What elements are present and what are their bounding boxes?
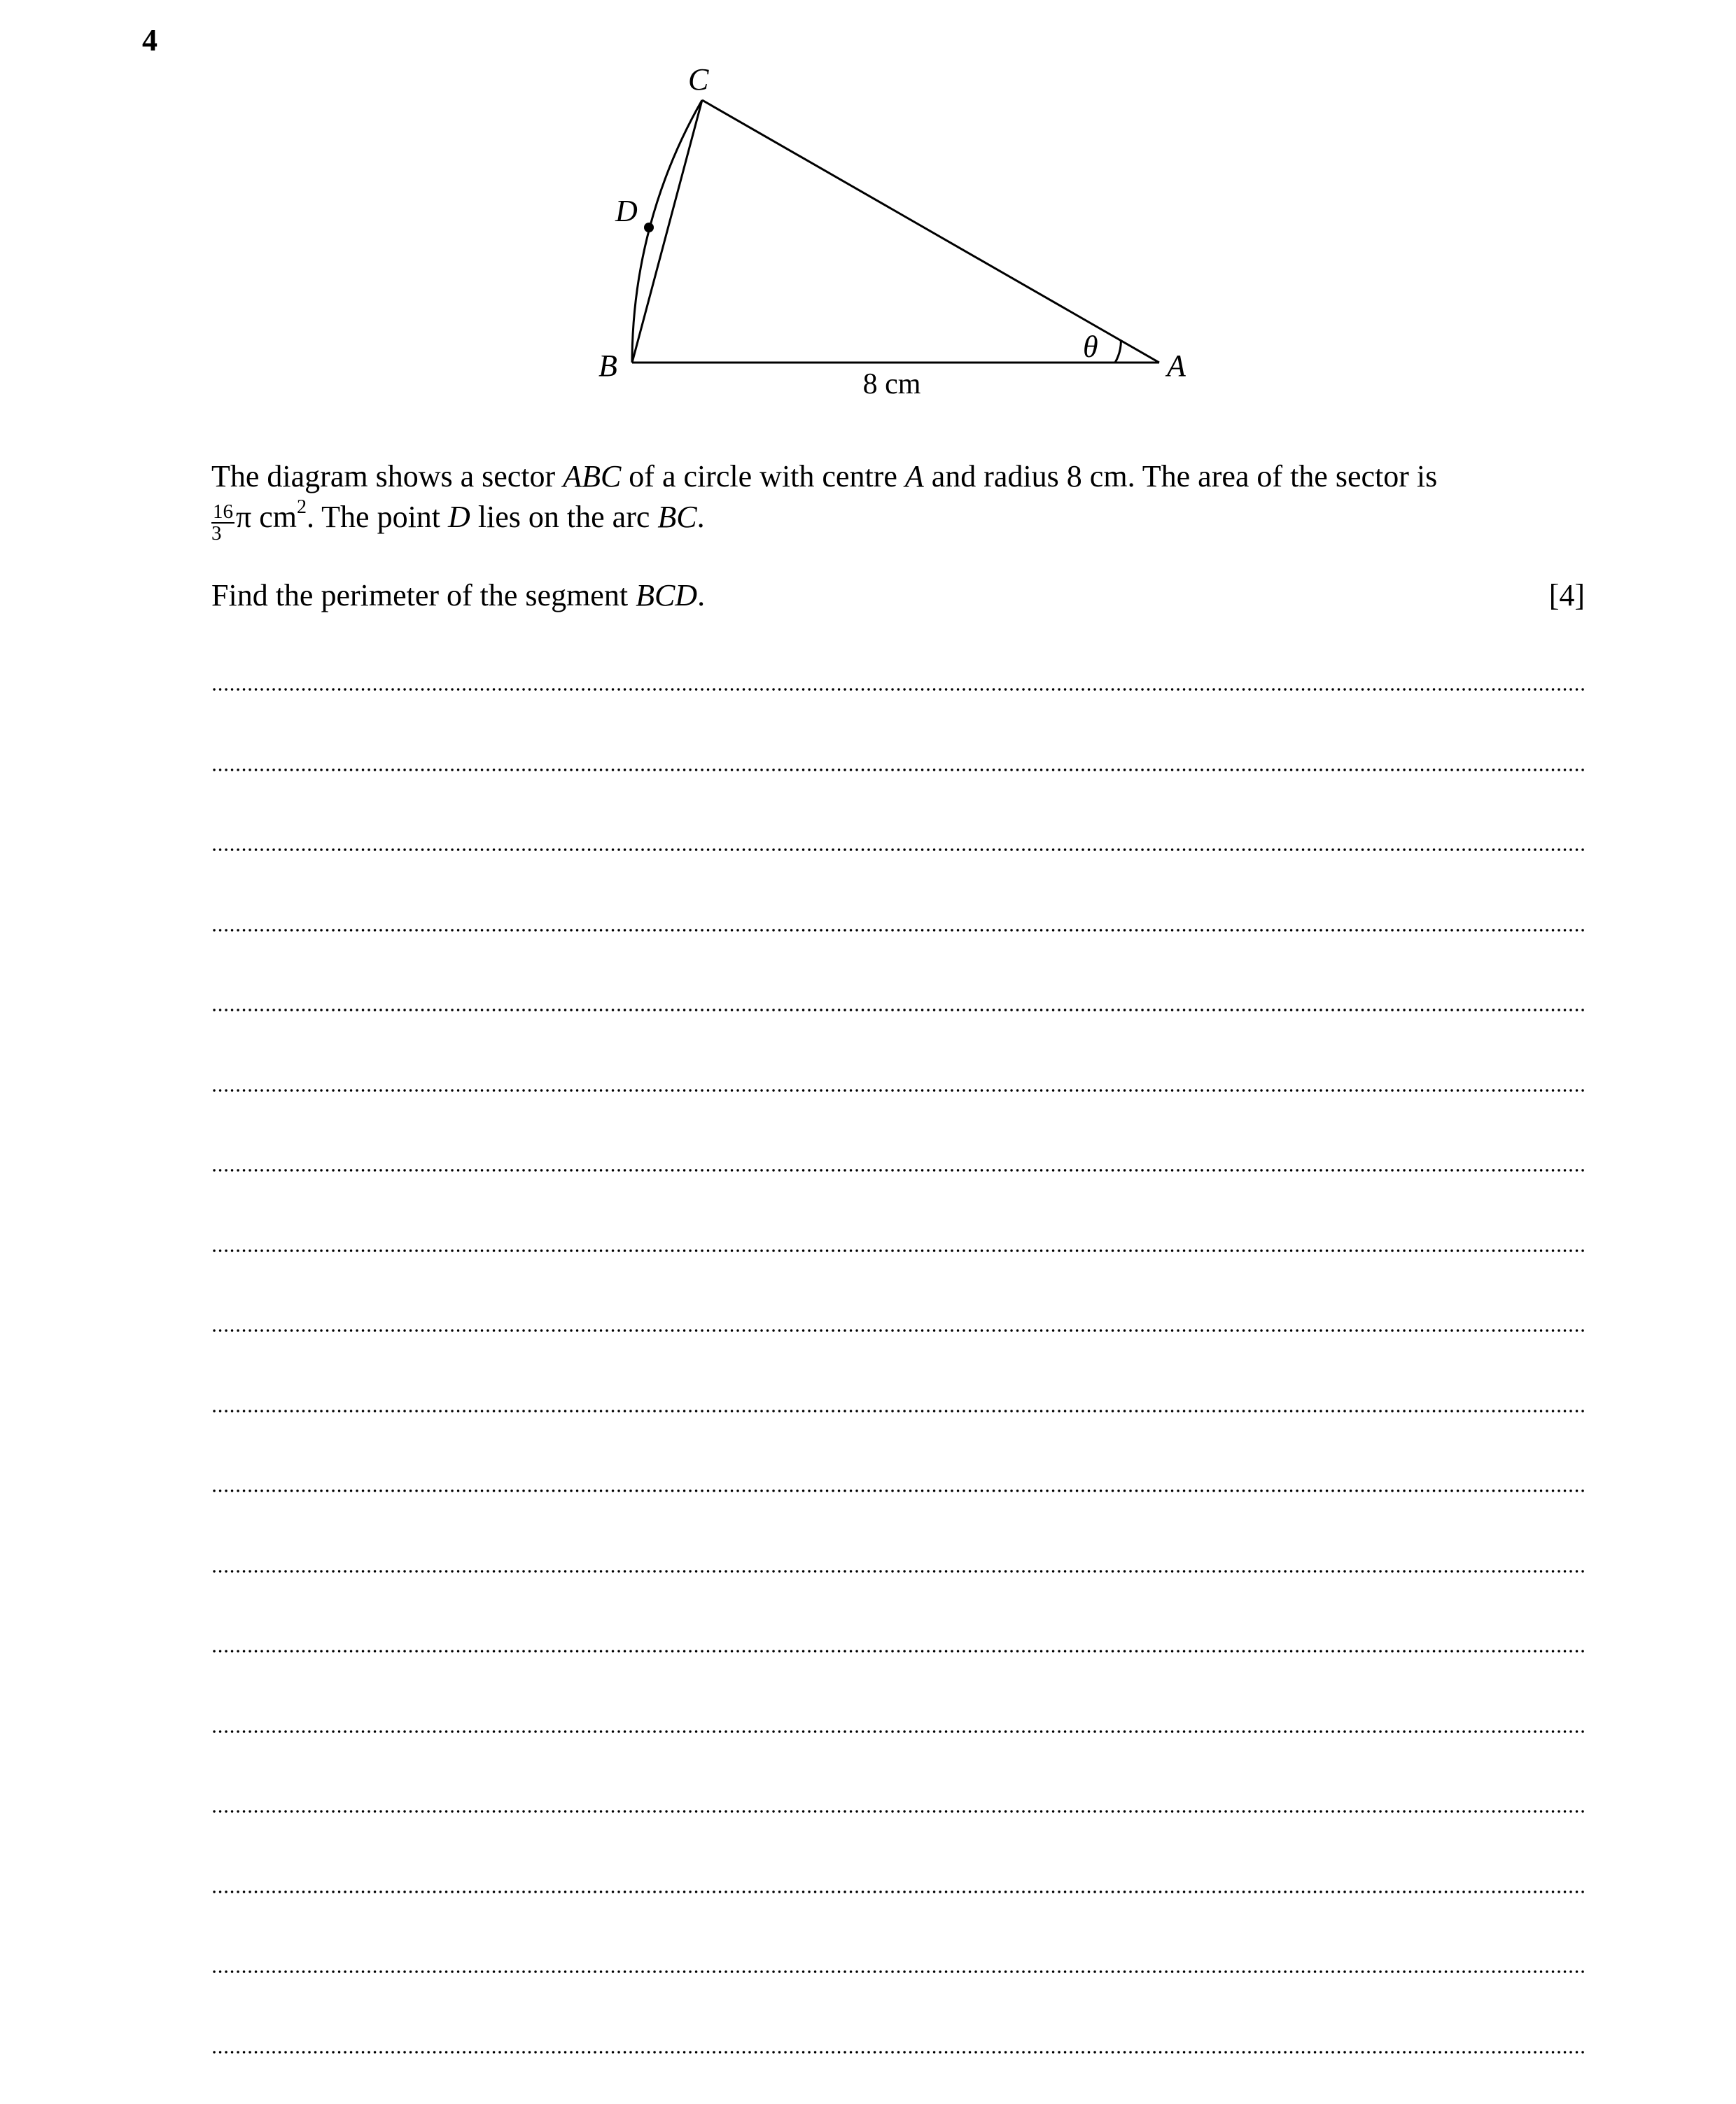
label-d: D xyxy=(615,194,638,228)
label-c: C xyxy=(688,62,709,97)
label-b: B xyxy=(598,349,617,383)
area-fraction: $\frac{16}{3}$ xyxy=(211,500,233,545)
question-text: The diagram shows a sector ABC of a circle with centre A and radius 8 cm. The area of the sector is $\frac{16}{3}$ π $cm^2$. The point D lies on the arc BC. xyxy=(211,459,1438,545)
question-number: 4 xyxy=(142,23,158,57)
label-a: A xyxy=(1167,349,1186,383)
marks-indicator: [4] xyxy=(1548,578,1585,612)
question-prompt: Find the perimeter of the segment BCD. [4] xyxy=(211,575,1585,616)
label-theta: θ xyxy=(1083,330,1098,364)
label-ab-length: 8 cm xyxy=(862,368,921,400)
